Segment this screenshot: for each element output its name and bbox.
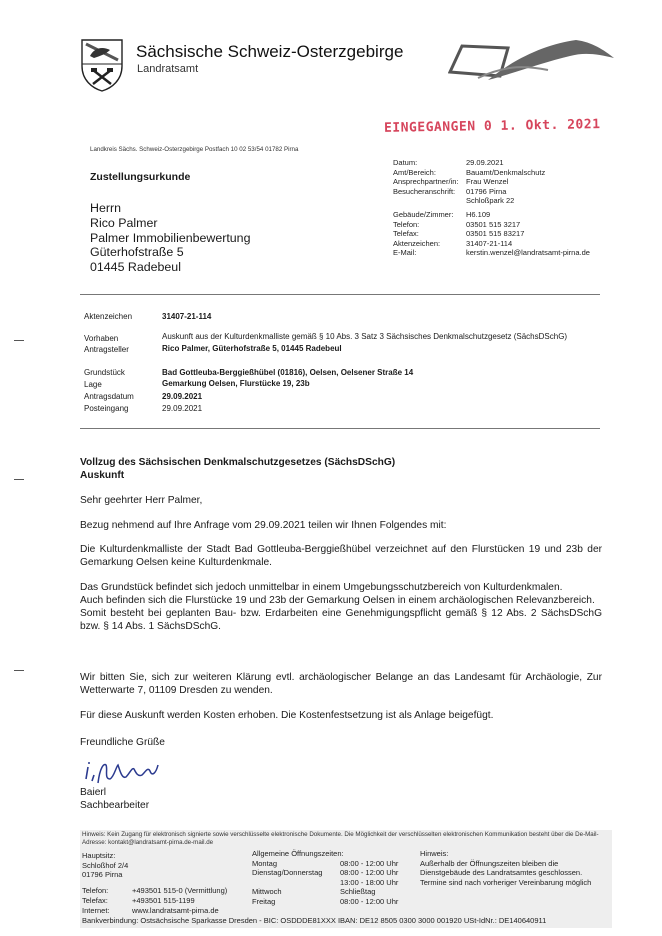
recipient-line: Palmer Immobilienbewertung [90,230,251,245]
footer-hint-line: Termine sind nach vorheriger Vereinbarung möglich [420,877,592,887]
recipient-line: Güterhofstraße 5 [90,245,184,260]
info-value: kerstin.wenzel@landratsamt-pirna.de [466,248,590,258]
footer-hq-line: Schloßhof 2/4 [82,860,129,870]
case-row-label: Vorhaben [84,334,119,343]
paragraph: Auch befinden sich die Flurstücke 19 und 23b der Gemarkung Oelsen in einem archäologischen Relevanzbereich. [80,595,595,606]
footer-hint-title: Hinweis: [420,849,449,858]
case-aktenzeichen-label: Aktenzeichen [84,312,133,321]
footer-hours-title: Allgemeine Öffnungszeiten: [252,849,344,858]
hours-day [252,878,340,888]
case-row-label: Antragsdatum [84,392,134,401]
return-address: Landkreis Sächs. Schweiz-Osterzgebirge Postfach 10 02 53/54 01782 Pirna [90,146,299,153]
hours-day: Dienstag/Donnerstag [252,868,323,878]
divider [80,428,600,429]
info-value: Bauamt/Denkmalschutz [466,167,546,177]
hours-time: 13:00 - 18:00 Uhr [340,877,399,887]
case-row-value: Rico Palmer, Güterhofstraße 5, 01445 Radebeul [162,344,342,353]
footer-hq-line: 01796 Pirna [82,870,123,880]
case-row-value: 29.09.2021 [162,392,203,401]
hours-day: Mittwoch [252,887,282,897]
footer-notice: Hinweis: Kein Zugang für elektronisch signierte sowie verschlüsselte elektronische Dokumente. Die Möglichkeit der verschlüsselten elektronischen Kommunikation besteht über die De-Mail-Adresse: kontakt@landratsamt-pirna.de-mail.de [82,831,599,847]
case-row-label: Posteingang [84,404,129,413]
footer-hint-line: Außerhalb der Öffnungszeiten bleiben die [420,858,559,868]
mountain-logo [448,36,614,84]
divider [80,294,600,295]
paragraph: Die Kulturdenkmalliste der Stadt Bad Gottleuba-Berggießhübel verzeichnet auf den Flurstücken 19 und 23b der Gemarkung Oelsen keine Kulturdenkmale. [80,544,602,568]
paragraph: Bezug nehmend auf Ihre Anfrage vom 29.09.2021 teilen wir Ihnen Folgendes mit: [80,520,447,531]
case-row-value: Auskunft aus der Kulturdenkmalliste gemäß § 10 Abs. 3 Satz 3 Sächsisches Denkmalschutzgesetz (SächsDSchG) [162,332,568,341]
contact-info-block [393,158,613,258]
footer-hq [82,851,128,880]
hours-day: Montag [252,858,278,868]
footer-hq-label: Hauptsitz: [82,851,116,860]
info-label: Gebäude/Zimmer: [393,209,454,219]
coat-of-arms-logo [80,38,124,92]
recipient-address [90,201,250,275]
case-row-value: Gemarkung Oelsen, Flurstücke 19, 23b [162,379,310,388]
paragraph: Das Grundstück befindet sich jedoch unmittelbar in einem Umgebungsschutzbereich von Kulturdenkmalen. [80,582,563,593]
handwritten-signature [82,757,162,789]
info-value: Schloßpark 22 [466,196,515,206]
closing: Freundliche Grüße [80,737,165,748]
hours-time: Schließtag [340,887,376,897]
case-row-label: Lage [84,380,102,389]
footer-bank: Bankverbindung: Ostsächsische Sparkasse Dresden - BIC: OSDDDE81XXX IBAN: DE12 8505 0300 3000 001920 USt-IdNr.: DE140640911 [82,916,547,925]
case-row-value: 29.09.2021 [162,404,203,413]
subject-line: Auskunft [80,470,125,481]
salutation: Sehr geehrter Herr Palmer, [80,495,203,506]
org-subtitle: Landratsamt [137,63,199,75]
info-value: Frau Wenzel [466,177,509,187]
signer-role: Sachbearbeiter [80,800,150,811]
paragraph: Für diese Auskunft werden Kosten erhoben. Die Kostenfestsetzung ist als Anlage beigefügt. [80,710,494,721]
footer-web-value[interactable]: www.landratsamt-pirna.de [132,906,219,916]
case-row-value: Bad Gottleuba-Berggießhübel (01816), Oelsen, Oelsener Straße 14 [162,368,414,377]
info-value: 29.09.2021 [466,158,504,167]
org-title: Sächsische Schweiz-Osterzgebirge [136,42,404,61]
footer-hint [420,849,615,887]
info-label: Aktenzeichen: [393,238,441,248]
footer-fax-value: +493501 515-1199 [132,895,195,905]
document-title: Zustellungsurkunde [90,171,191,183]
hours-day: Freitag [252,896,276,906]
case-aktenzeichen-value: 31407-21-114 [162,312,212,321]
info-value: 03501 515 83217 [466,229,525,239]
info-label [393,196,466,206]
info-value: 03501 515 3217 [466,219,521,229]
case-row-label: Antragsteller [84,345,129,354]
info-label: Datum: [393,158,418,167]
signer-name: Baierl [80,787,107,798]
info-label: Amt/Bereich: [393,167,436,177]
paragraph-block [80,581,602,633]
subject-line: Vollzug des Sächsischen Denkmalschutzgesetzes (SächsDSchG) [80,457,396,468]
paragraph: Somit besteht bei geplanten Bau- bzw. Erdarbeiten eine Genehmigungspflicht gemäß § 12 Abs. 2 SächsDSchG bzw. § 14 Abs. 1 SächsDSchG. [80,608,602,632]
recipient-line: Herrn [90,201,121,215]
footer-web-label: Internet: [82,906,110,916]
fold-mark [14,340,24,341]
info-label: Besucheranschrift: [393,186,456,196]
footer-hint-line: Dienstgebäude des Landratsamtes geschlossen. [420,868,583,878]
paragraph: Wir bitten Sie, sich zur weiteren Klärung evtl. archäologischer Belange an das Landesamt für Archäologie, Zur Wetterwarte 7, 01109 Dresden zu wenden. [80,672,602,696]
recipient-line: 01445 Radebeul [90,260,181,275]
hours-time: 08:00 - 12:00 Uhr [340,896,399,906]
footer-contact [82,886,227,916]
fold-mark [14,479,24,480]
info-label: E-Mail: [393,248,417,258]
info-label: Telefon: [393,219,420,229]
info-value: H6.109 [466,209,491,219]
case-row-label: Grundstück [84,368,125,377]
footer-fax-label: Telefax: [82,895,108,905]
info-value: 31407-21-114 [466,238,513,248]
footer-tel-value: +493501 515-0 (Vermittlung) [132,886,228,895]
hours-time: 08:00 - 12:00 Uhr [340,858,399,868]
hours-time: 08:00 - 12:00 Uhr [340,868,399,878]
received-stamp: EINGEGANGEN 0 1. Okt. 2021 [383,117,601,136]
info-value: 01796 Pirna [466,186,507,196]
info-label: Ansprechpartner/in: [393,177,459,187]
footer-tel-label: Telefon: [82,886,109,895]
info-label: Telefax: [393,229,419,239]
recipient-line: Rico Palmer [90,215,158,230]
footer-hours [252,849,412,907]
fold-mark [14,670,24,671]
